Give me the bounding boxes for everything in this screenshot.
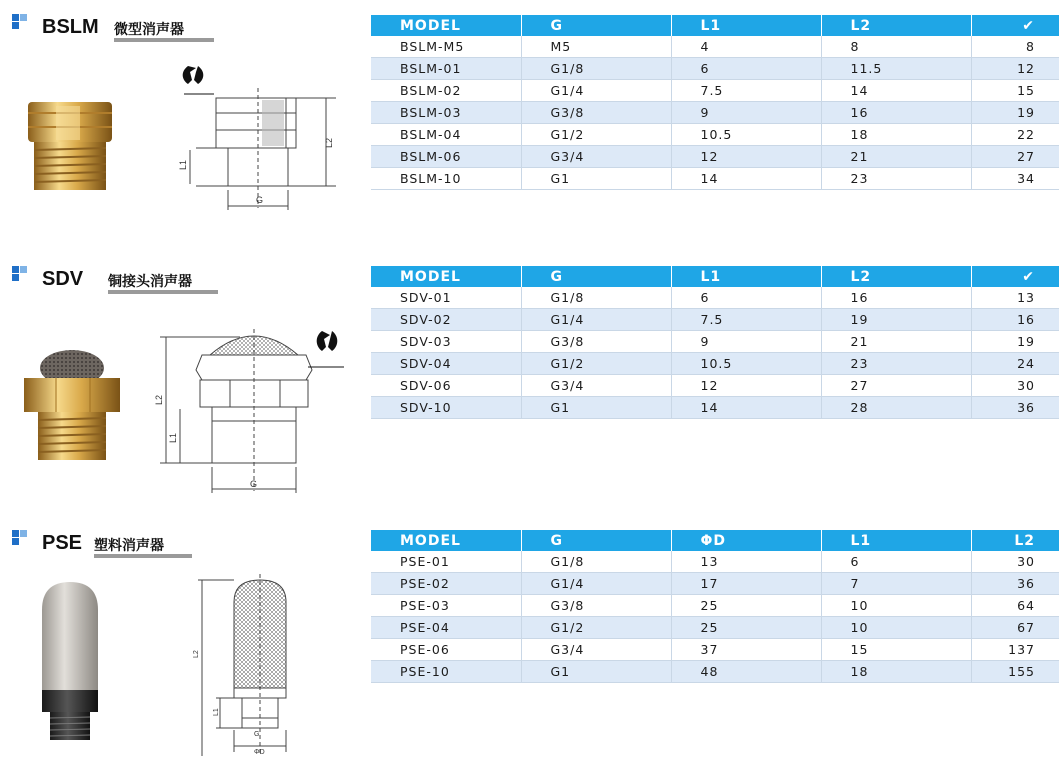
section-marker-icon-part bbox=[12, 274, 19, 281]
cell: 36 bbox=[971, 397, 1059, 419]
cell: 137 bbox=[971, 639, 1059, 661]
cell: G1/4 bbox=[521, 80, 671, 102]
table-row bbox=[371, 80, 1059, 102]
table-row bbox=[371, 124, 1059, 146]
cell: 7.5 bbox=[671, 309, 821, 331]
dim-l1-label: L1 bbox=[213, 708, 220, 716]
col-header-l2: L2 bbox=[821, 15, 971, 36]
cell: 10.5 bbox=[671, 353, 821, 375]
section-marker-icon-part bbox=[20, 530, 27, 537]
col-header-g: G bbox=[521, 266, 671, 287]
section-code: PSE bbox=[42, 532, 83, 554]
cell: 30 bbox=[971, 551, 1059, 573]
table-header-row bbox=[371, 15, 1059, 36]
table-row bbox=[371, 617, 1059, 639]
cell: SDV-01 bbox=[371, 287, 521, 309]
cell: 64 bbox=[971, 595, 1059, 617]
cell: 12 bbox=[671, 375, 821, 397]
dim-l2-label: L2 bbox=[324, 137, 334, 148]
col-header-l2: L2 bbox=[821, 266, 971, 287]
wrench-icon: ✔ bbox=[1022, 17, 1035, 34]
cell: 12 bbox=[671, 146, 821, 168]
section-underline bbox=[114, 38, 214, 42]
bslm-product-photo bbox=[20, 98, 120, 198]
table-row bbox=[371, 551, 1059, 573]
section-header-sdv bbox=[12, 266, 222, 296]
cell: BSLM-06 bbox=[371, 146, 521, 168]
col-header-wrench bbox=[971, 15, 1059, 36]
wrench-icon: ✔ bbox=[1022, 268, 1035, 285]
col-header-g: G bbox=[521, 15, 671, 36]
cell: 24 bbox=[971, 353, 1059, 375]
table-row bbox=[371, 573, 1059, 595]
section-code: BSLM bbox=[42, 16, 99, 38]
col-header-d: ΦD bbox=[671, 530, 821, 551]
section-header-bslm bbox=[12, 14, 212, 44]
cell: SDV-10 bbox=[371, 397, 521, 419]
sdv-technical-drawing bbox=[140, 325, 360, 495]
cell: 23 bbox=[821, 168, 971, 190]
cell: 18 bbox=[821, 661, 971, 683]
cell: SDV-03 bbox=[371, 331, 521, 353]
cell: BSLM-01 bbox=[371, 58, 521, 80]
table-row bbox=[371, 287, 1059, 309]
col-header-l1: L1 bbox=[671, 15, 821, 36]
cell: G1 bbox=[521, 168, 671, 190]
cell: 25 bbox=[671, 617, 821, 639]
section-marker-icon bbox=[12, 14, 19, 21]
section-marker-icon-part bbox=[20, 266, 27, 273]
cell: 15 bbox=[971, 80, 1059, 102]
dim-g-label: G bbox=[250, 479, 258, 489]
cell: 12 bbox=[971, 58, 1059, 80]
bslm-technical-drawing bbox=[176, 58, 348, 210]
col-header-model: MODEL bbox=[371, 530, 521, 551]
cell: 7.5 bbox=[671, 80, 821, 102]
sdv-spec-table bbox=[371, 266, 1059, 419]
cell: 19 bbox=[821, 309, 971, 331]
dim-l1-label: L1 bbox=[168, 432, 178, 443]
cell: G1/8 bbox=[521, 58, 671, 80]
cell: 14 bbox=[671, 168, 821, 190]
cell: 8 bbox=[821, 36, 971, 58]
bslm-spec-table bbox=[371, 15, 1059, 190]
table-row bbox=[371, 661, 1059, 683]
cell: 8 bbox=[971, 36, 1059, 58]
cell: SDV-04 bbox=[371, 353, 521, 375]
table-header-row bbox=[371, 530, 1059, 551]
col-header-model: MODEL bbox=[371, 266, 521, 287]
cell: PSE-04 bbox=[371, 617, 521, 639]
cell: G1/8 bbox=[521, 287, 671, 309]
table-row bbox=[371, 58, 1059, 80]
col-header-l1: L1 bbox=[671, 266, 821, 287]
cell: BSLM-10 bbox=[371, 168, 521, 190]
dim-l2-label: L2 bbox=[193, 650, 200, 658]
table-row bbox=[371, 36, 1059, 58]
pse-spec-table bbox=[371, 530, 1059, 683]
cell: G3/4 bbox=[521, 375, 671, 397]
table-row bbox=[371, 397, 1059, 419]
section-code: SDV bbox=[42, 268, 84, 290]
section-name: 微型消声器 bbox=[114, 22, 184, 38]
cell: 17 bbox=[671, 573, 821, 595]
section-underline bbox=[108, 290, 218, 294]
dim-g-label: G bbox=[254, 731, 260, 738]
table-row bbox=[371, 353, 1059, 375]
section-name: 铜接头消声器 bbox=[108, 274, 192, 290]
section-marker-icon bbox=[12, 266, 19, 273]
col-header-model: MODEL bbox=[371, 15, 521, 36]
col-header-l2: L2 bbox=[971, 530, 1059, 551]
cell: 30 bbox=[971, 375, 1059, 397]
cell: G1/2 bbox=[521, 124, 671, 146]
cell: 16 bbox=[821, 287, 971, 309]
table-row bbox=[371, 102, 1059, 124]
cell: 10 bbox=[821, 617, 971, 639]
dim-d-label: ΦD bbox=[254, 749, 265, 756]
cell: G1 bbox=[521, 661, 671, 683]
cell: G1/4 bbox=[521, 573, 671, 595]
cell: 27 bbox=[971, 146, 1059, 168]
cell: G3/4 bbox=[521, 146, 671, 168]
cell: 6 bbox=[671, 58, 821, 80]
cell: G3/8 bbox=[521, 595, 671, 617]
cell: 6 bbox=[821, 551, 971, 573]
section-name: 塑料消声器 bbox=[94, 538, 164, 554]
cell: 13 bbox=[671, 551, 821, 573]
cell: 37 bbox=[671, 639, 821, 661]
section-marker-icon-part bbox=[12, 22, 19, 29]
table-row bbox=[371, 146, 1059, 168]
cell: PSE-02 bbox=[371, 573, 521, 595]
table-row bbox=[371, 375, 1059, 397]
cell: G1/8 bbox=[521, 551, 671, 573]
pse-technical-drawing bbox=[180, 572, 300, 758]
cell: 16 bbox=[971, 309, 1059, 331]
dim-l1-label: L1 bbox=[178, 159, 188, 170]
pse-product-photo bbox=[38, 580, 102, 742]
cell: 25 bbox=[671, 595, 821, 617]
section-marker-icon bbox=[12, 530, 19, 537]
cell: 6 bbox=[671, 287, 821, 309]
cell: G3/4 bbox=[521, 639, 671, 661]
cell: 36 bbox=[971, 573, 1059, 595]
cell: PSE-03 bbox=[371, 595, 521, 617]
cell: G1/2 bbox=[521, 353, 671, 375]
cell: 67 bbox=[971, 617, 1059, 639]
cell: 10 bbox=[821, 595, 971, 617]
table-header-row bbox=[371, 266, 1059, 287]
cell: 15 bbox=[821, 639, 971, 661]
cell: 4 bbox=[671, 36, 821, 58]
section-marker-icon-part bbox=[12, 538, 19, 545]
cell: 19 bbox=[971, 102, 1059, 124]
section-underline bbox=[94, 554, 192, 558]
cell: 13 bbox=[971, 287, 1059, 309]
cell: 11.5 bbox=[821, 58, 971, 80]
cell: BSLM-02 bbox=[371, 80, 521, 102]
col-header-wrench bbox=[971, 266, 1059, 287]
cell: 21 bbox=[821, 146, 971, 168]
dim-g-label: G bbox=[256, 195, 264, 205]
sdv-product-photo bbox=[20, 348, 130, 466]
section-header-pse bbox=[12, 530, 212, 560]
cell: 22 bbox=[971, 124, 1059, 146]
cell: SDV-06 bbox=[371, 375, 521, 397]
cell: G3/8 bbox=[521, 102, 671, 124]
cell: 10.5 bbox=[671, 124, 821, 146]
table-row bbox=[371, 595, 1059, 617]
cell: 48 bbox=[671, 661, 821, 683]
cell: 9 bbox=[671, 102, 821, 124]
cell: BSLM-M5 bbox=[371, 36, 521, 58]
cell: G1/4 bbox=[521, 309, 671, 331]
cell: 34 bbox=[971, 168, 1059, 190]
cell: 16 bbox=[821, 102, 971, 124]
cell: 14 bbox=[671, 397, 821, 419]
cell: 21 bbox=[821, 331, 971, 353]
cell: PSE-01 bbox=[371, 551, 521, 573]
cell: G3/8 bbox=[521, 331, 671, 353]
cell: 19 bbox=[971, 331, 1059, 353]
table-row bbox=[371, 309, 1059, 331]
col-header-l1: L1 bbox=[821, 530, 971, 551]
cell: 18 bbox=[821, 124, 971, 146]
cell: G1 bbox=[521, 397, 671, 419]
table-row bbox=[371, 639, 1059, 661]
section-marker-icon-part bbox=[20, 14, 27, 21]
cell: 7 bbox=[821, 573, 971, 595]
cell: 155 bbox=[971, 661, 1059, 683]
cell: G1/2 bbox=[521, 617, 671, 639]
col-header-g: G bbox=[521, 530, 671, 551]
cell: 9 bbox=[671, 331, 821, 353]
cell: 27 bbox=[821, 375, 971, 397]
cell: M5 bbox=[521, 36, 671, 58]
cell: 28 bbox=[821, 397, 971, 419]
dim-l2-label: L2 bbox=[154, 394, 164, 405]
cell: PSE-06 bbox=[371, 639, 521, 661]
cell: BSLM-03 bbox=[371, 102, 521, 124]
table-row bbox=[371, 168, 1059, 190]
cell: 23 bbox=[821, 353, 971, 375]
cell: PSE-10 bbox=[371, 661, 521, 683]
table-row bbox=[371, 331, 1059, 353]
cell: SDV-02 bbox=[371, 309, 521, 331]
cell: 14 bbox=[821, 80, 971, 102]
cell: BSLM-04 bbox=[371, 124, 521, 146]
